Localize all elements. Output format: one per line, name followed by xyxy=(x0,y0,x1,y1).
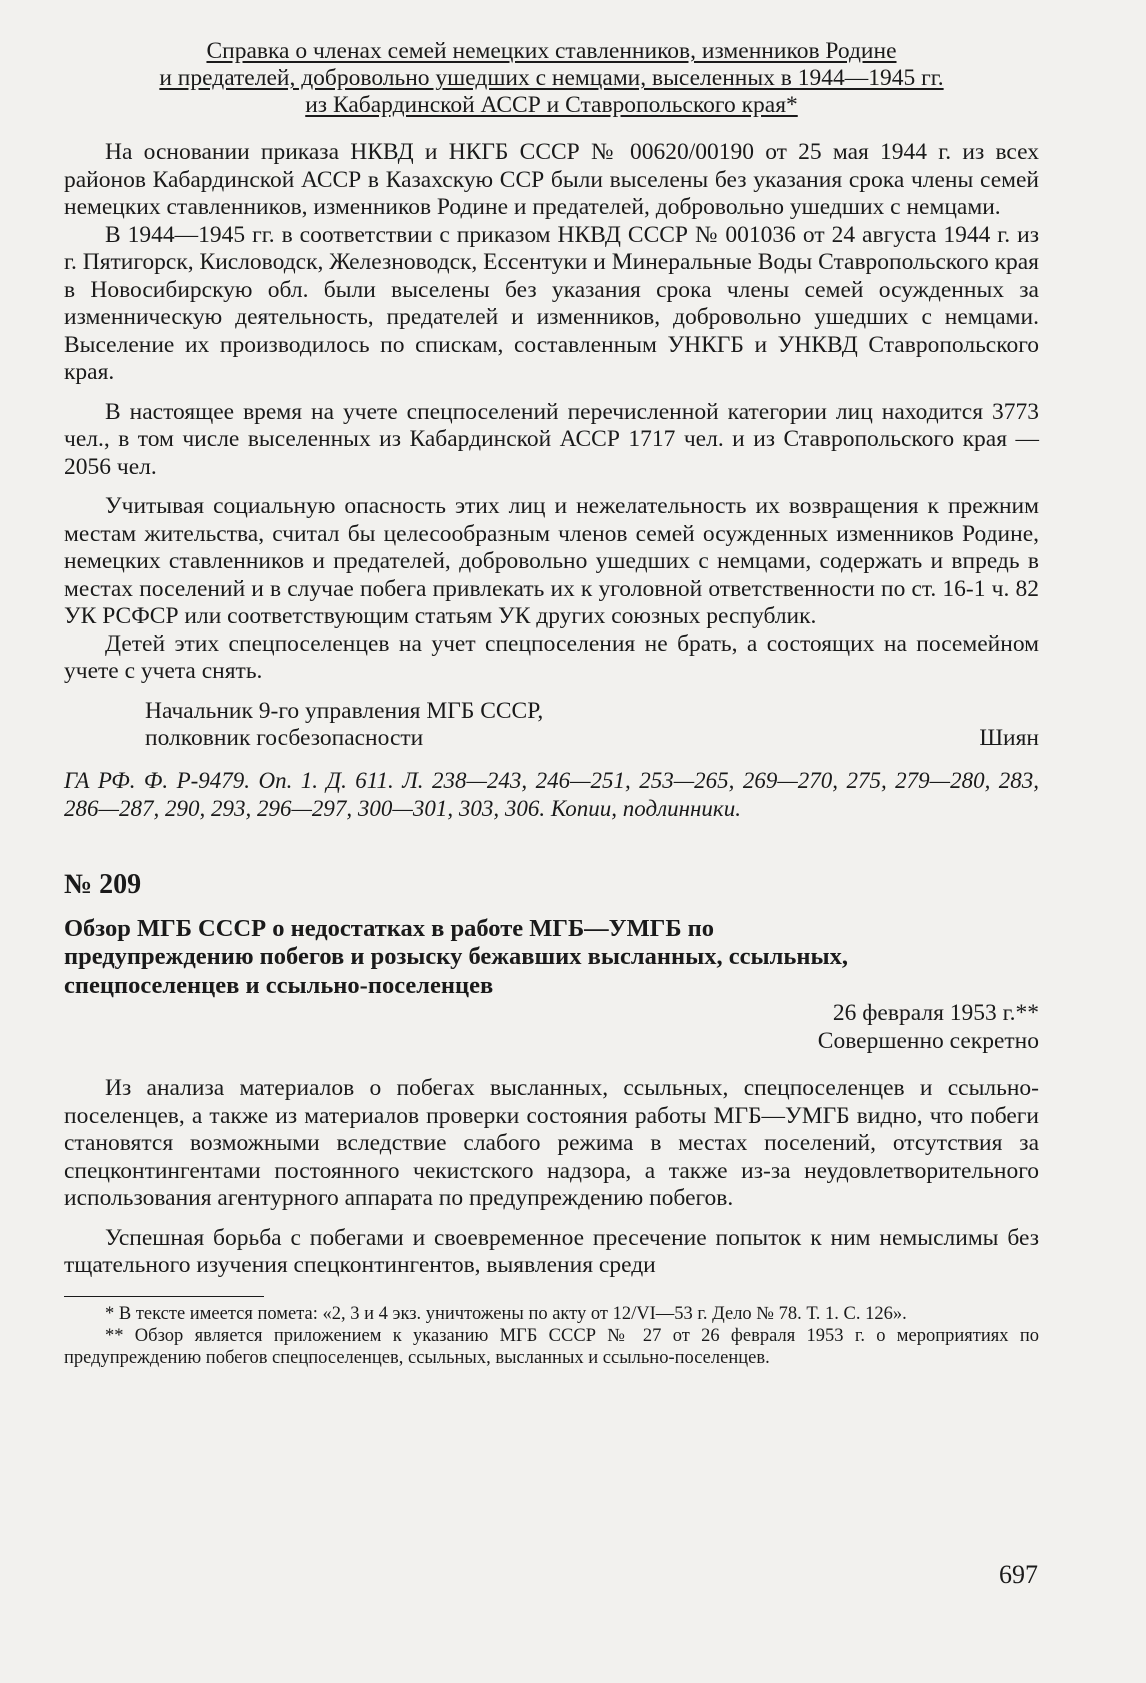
paragraph-4: Учитывая социальную опасность этих лиц и нежелательность их возвращения к прежним местам жительства, считал бы целесообразным членов семей осужденных изменников Родине, немецких ставленников и предателей, добровольно ушедших с немцами, содержать и впредь в местах поселений и в случае побега привлекать их к уголовной ответственности по ст. 16-1 ч. 82 УК РСФСР или соответствующим статьям УК других союзных республик. xyxy=(64,493,1039,629)
document-page xyxy=(64,38,1039,1369)
certificate-header xyxy=(64,38,1039,119)
signature-name: Шиян xyxy=(979,725,1039,751)
review-paragraph-2: Успешная борьба с побегами и своевременное пресечение попыток к ним немыслимы без тщательного изучения спецконтингентов, выявления среди xyxy=(64,1224,1039,1278)
signature-line-1 xyxy=(64,698,1039,726)
document-title-line-1: Обзор МГБ СССР о недостатках в работе МГБ—УМГБ по xyxy=(64,914,715,942)
review-paragraph-1: Из анализа материалов о побегах высланных, ссыльных, спецпоселенцев и ссыльно-поселенцев, а также из материалов проверки состояния работы МГБ—УМГБ видно, что побеги становятся возможными вследствие слабого режима в местах поселений, отсутствия за спецконтингентами постоянного чекистского надзора, а также из-за неудовлетворительного использования агентурного аппарата по предупреждению побегов. xyxy=(64,1075,1039,1211)
signature-title: Начальник 9-го управления МГБ СССР, xyxy=(145,697,544,724)
page-number: 697 xyxy=(999,1560,1038,1589)
header-line-2: и предателей, добровольно ушедших с немцами, выселенных в 1944—1945 гг. xyxy=(159,65,944,91)
paragraph-2: В 1944—1945 гг. в соответствии с приказом НКВД СССР № 001036 от 24 августа 1944 г. из г. Пятигорск, Кисловодск, Железноводск, Ессентуки и Минеральные Воды Ставропольского края в Новосибирскую обл. были выселены без указания срока члены семей осужденных за изменническую деятельность, предателей и изменников, добровольно ушедших с немцами. Выселение их производилось по спискам, составленным УНКГБ и УНКВД Ставропольского края. xyxy=(64,221,1039,385)
footnote-divider xyxy=(64,1296,264,1297)
classification-stamp: Совершенно секретно xyxy=(817,1027,1039,1054)
document-title xyxy=(64,915,1039,1001)
paragraph-5: Детей этих спецпоселенцев на учет спецпоселения не брать, а состоящих на посемейном учете с учета снять. xyxy=(64,630,1039,684)
document-title-line-3: спецпоселенцев и ссыльно-поселенцев xyxy=(64,971,494,999)
footnote-1: * В тексте имеется помета: «2, 3 и 4 экз. уничтожены по акту от 12/VI—53 г. Дело № 78. Т. 1. С. 126». xyxy=(105,1303,907,1324)
signature-rank: полковник госбезопасности xyxy=(145,725,424,751)
document-date: 26 февраля 1953 г.** xyxy=(832,1000,1039,1026)
paragraph-1: На основании приказа НКВД и НКГБ СССР № 00620/00190 от 25 мая 1944 г. из всех районов Кабардинской АССР в Казахскую ССР были выселены без указания срока члены семей немецких ставленников, изменников Родине и предателей, добровольно ушедших с немцами. xyxy=(64,139,1039,220)
document-number: № 209 xyxy=(64,868,142,900)
paragraph-3: В настоящее время на учете спецпоселений перечисленной категории лиц находится 3773 чел., в том числе выселенных из Кабардинской АССР 1717 чел. и из Ставропольского края — 2056 чел. xyxy=(64,398,1039,480)
header-line-1: Справка о членах семей немецких ставленников, изменников Родине xyxy=(206,38,897,64)
signature-line-2 xyxy=(64,725,1039,753)
footnote-2: ** Обзор является приложением к указанию МГБ СССР № 27 от 26 февраля 1953 г. о мероприятиях по предупреждению побегов спецпоселенцев, ссыльных, высланных и ссыльно-поселенцев. xyxy=(64,1325,1039,1368)
header-line-3: из Кабардинской АССР и Ставропольского края* xyxy=(305,92,798,118)
document-title-line-2: предупреждению побегов и розыску бежавших высланных, ссыльных, xyxy=(64,943,848,970)
archive-reference: ГА РФ. Ф. Р-9479. Оп. 1. Д. 611. Л. 238—243, 246—251, 253—265, 269—270, 275, 279—280, 283, 286—287, 290, 293, 296—297, 300—301, 303, 306. Копии, подлинники. xyxy=(64,767,1039,821)
